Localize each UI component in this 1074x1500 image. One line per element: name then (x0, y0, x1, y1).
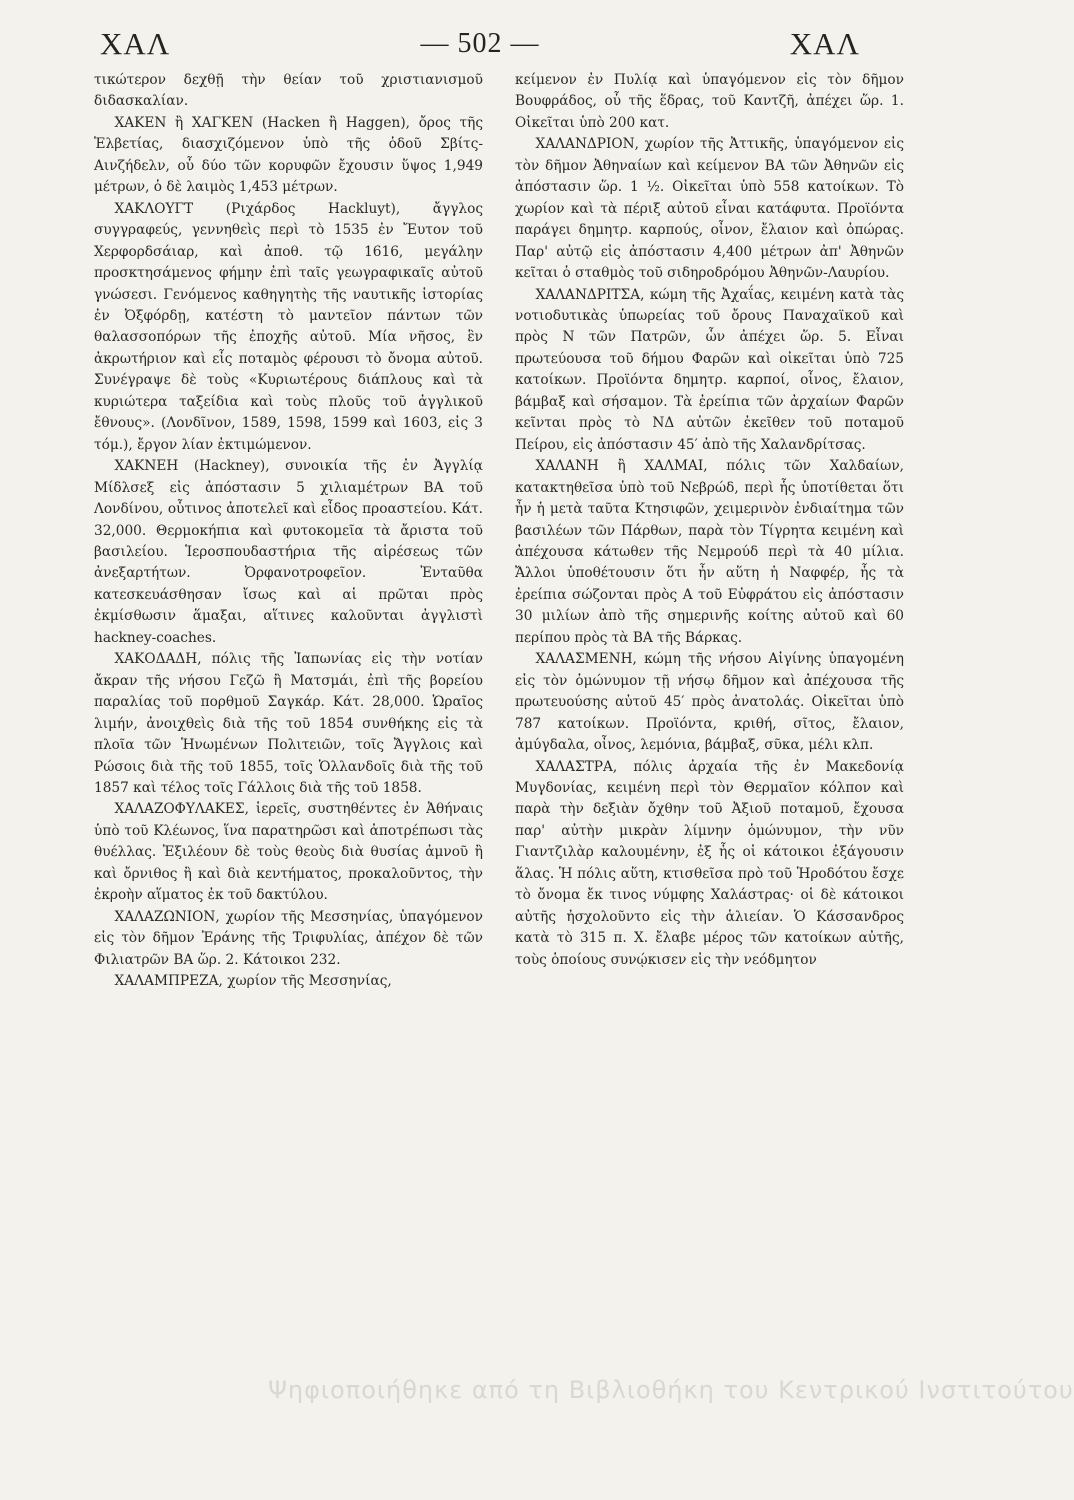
entry-xalandritsa: ΧΑΛΑΝΔΡΙΤΣΑ, κώμη τῆς Ἀχαΐας, κειμένη κατὰ τὰς νοτιοδυτικὰς ὑπωρείας τοῦ ὄρους Παναχαϊκοῦ καὶ πρὸς Ν τῶν Πατρῶν, ὧν ἀπέχει ὥρ. 5. Εἶναι πρωτεύουσα τοῦ δήμου Φαρῶν καὶ οἰκεῖται ὑπὸ 725 κατοίκων. Προϊόντα δημητρ. καρποί, οἶνος, ἔλαιον, βάμβαξ καὶ σήσαμον. Τὰ ἐρείπια τῶν ἀρχαίων Φαρῶν κεῖνται πρὸς τὸ ΝΔ αὐτῶν ἐκεῖθεν τοῦ ποταμοῦ Πείρου, εἰς ἀπόστασιν 45′ ἀπὸ τῆς Χαλανδρίτσας. (515, 286, 904, 453)
entry-xalampreza: ΧΑΛΑΜΠΡΕΖΑ, χωρίον τῆς Μεσσηνίας, (114, 973, 392, 990)
entry-continuation: τικώτερον δεχθῇ τὴν θείαν τοῦ χριστιανισμοῦ διδασκαλίαν. (94, 72, 483, 110)
header-left-keyword: ΧΑΛ (100, 26, 171, 61)
running-header (100, 22, 860, 66)
entry-xalasmenh: ΧΑΛΑΣΜΕΝΗ, κώμη τῆς νήσου Αἰγίνης ὑπαγομένη εἰς τὸν ὁμώνυμον τῇ νήσῳ δῆμον καὶ ἀπέχουσα τῆς πρωτευούσης αὐτοῦ 45′ πρὸς ἀνατολάς. Οἰκεῖται ὑπὸ 787 κατοίκων. Προϊόντα, κριθή, σῖτος, ἔλαιον, ἀμύγδαλα, οἶνος, λεμόνια, βάμβαξ, σῦκα, μέλι κλπ. (515, 651, 904, 754)
entry-xakneh: ΧΑΚΝΕΗ (Hackney), συνοικία τῆς ἐν Ἀγγλίᾳ Μίδλσεξ εἰς ἀπόστασιν 5 χιλιαμέτρων ΒΑ τοῦ Λονδίνου, οὗτινος ἀποτελεῖ καὶ εἶδος προαστείου. Κάτ. 32,000. Θερμοκήπια καὶ φυτοκομεῖα τὰ ἄριστα τοῦ βασιλείου. Ἱεροσπουδαστήρια τῆς αἱρέσεως τῶν ἀνεξαρτήτων. Ὀρφανοτροφεῖον. Ἐνταῦθα κατεσκευάσθησαν ἴσως καὶ αἱ πρῶται πρὸς ἐκμίσθωσιν ἅμαξαι, αἵτινες καλοῦνται ἀγγλιστὶ hackney-coaches. (94, 458, 483, 646)
entry-xalanh: ΧΑΛΑΝΗ ἢ ΧΑΛΜΑΙ, πόλις τῶν Χαλδαίων, κατακτηθεῖσα ὑπὸ τοῦ Νεβρώδ, περὶ ἧς ὑποτίθεται ὅτι ἦν ἡ μετὰ ταῦτα Κτησιφῶν, χειμερινὸν ἐνδιαίτημα τῶν βασιλέων τῶν Πάρθων, παρὰ τὸν Τίγρητα κειμένη καὶ ἀπέχουσα κάτωθεν τῆς Νεμρούδ περὶ τὰ 40 μίλια. Ἄλλοι ὑποθέτουσιν ὅτι ἦν αὕτη ἡ Ναφφέρ, ἧς τὰ ἐρείπια σώζονται πρὸς Α τοῦ Εὐφράτου εἰς ἀπόστασιν 30 μιλίων ἀπὸ τῆς σημερινῆς κοίτης αὐτοῦ καὶ 60 περίπου πρὸς τὰ ΒΑ τῆς Βάρκας. (515, 458, 904, 646)
entry-xalazofylakes: ΧΑΛΑΖΟΦΥΛΑΚΕΣ, ἱερεῖς, συστηθέντες ἐν Ἀθήναις ὑπὸ τοῦ Κλέωνος, ἵνα παρατηρῶσι καὶ ἀποτρέπωσι τὰς θυέλλας. Ἐξιλέουν δὲ τοὺς θεοὺς διὰ θυσίας ἀμνοῦ ἢ καὶ ὄρνιθος ἢ καὶ διὰ κεντήματος, προκαλοῦντος, τὴν ἐκροὴν αἵματος ἐκ τοῦ δακτύλου. (94, 801, 483, 904)
page-number: — 502 — (420, 28, 540, 59)
entry-xalazonion: ΧΑΛΑΖΩΝΙΟΝ, χωρίον τῆς Μεσσηνίας, ὑπαγόμενον εἰς τὸν δῆμον Ἐράνης τῆς Τριφυλίας, ἀπέχον δὲ τῶν Φιλιατρῶν ΒΑ ὥρ. 2. Κάτοικοι 232. (94, 908, 483, 968)
entry-xakodadh: ΧΑΚΟΔΑΔΗ, πόλις τῆς Ἰαπωνίας εἰς τὴν νοτίαν ἄκραν τῆς νήσου Γεζῶ ἢ Ματσμάι, ἐπὶ τῆς βορείου παραλίας τοῦ πορθμοῦ Σαγκάρ. Κάτ. 28,000. Ὡραῖος λιμήν, ἀνοιχθεὶς διὰ τῆς τοῦ 1854 συνθήκης εἰς τὰ πλοῖα τῶν Ἡνωμένων Πολιτειῶν, τοῖς Ἄγγλοις καὶ Ρώσοις διὰ τῆς τοῦ 1855, τοῖς Ὁλλανδοῖς διὰ τῆς τοῦ 1857 καὶ τέλος τοῖς Γάλλοις διὰ τῆς τοῦ 1858. (94, 651, 483, 796)
right-column (515, 70, 904, 1480)
header-right-keyword: ΧΑΛ (789, 26, 860, 61)
left-column (94, 70, 483, 1480)
entry-xaklouyt: ΧΑΚΛΟΥΓΤ (Ριχάρδος Hackluyt), ἄγγλος συγγραφεύς, γεννηθεὶς περὶ τὸ 1535 ἐν Ἔυτον τοῦ Χερφορδσάιαρ, καὶ ἀποθ. τῷ 1616, μεγάλην προσκτησάμενος φήμην ἐπὶ ταῖς γεωγραφικαῖς αὐτοῦ γνώσεσι. Γενόμενος καθηγητὴς τῆς ναυτικῆς ἱστορίας ἐν Ὀξφόρδῃ, κατέστη τὸ μαντεῖον πάντων τῶν θαλασσοπόρων τῆς ἐποχῆς αὐτοῦ. Μία νῆσος, ἓν ἀκρωτήριον καὶ εἷς ποταμὸς φέρουσι τὸ ὄνομα αὐτοῦ. Συνέγραψε δὲ τοὺς «Κυριωτέρους διάπλους καὶ τὰ κυριώτερα ταξείδια καὶ τοὺς πλοῦς τοῦ ἀγγλικοῦ ἔθνους». (Λονδῖνον, 1589, 1598, 1599 καὶ 1603, εἰς 3 τόμ.), ἔργον λίαν ἐκτιμώμενον. (94, 200, 483, 453)
entry-xalastra: ΧΑΛΑΣΤΡΑ, πόλις ἀρχαία τῆς ἐν Μακεδονίᾳ Μυγδονίας, κειμένη περὶ τὸν Θερμαῖον κόλπον καὶ παρὰ τὴν δεξιὰν ὄχθην τοῦ Ἀξιοῦ ποταμοῦ, ἔχουσα παρ' αὐτὴν μικρὰν λίμνην ὁμώνυμον, τὴν νῦν Γιαντζιλὰρ καλουμένην, ἐξ ἧς οἱ κάτοικοι ἐξάγουσιν ἅλας. Ἡ πόλις αὕτη, κτισθεῖσα πρὸ τοῦ Ἡροδότου ἔσχε τὸ ὄνομα ἔκ τινος νύμφης Χαλάστρας· οἱ δὲ κάτοικοι αὐτῆς ἠσχολοῦντο εἰς τὴν ἁλιείαν. Ὁ Κάσσανδρος κατὰ τὸ 315 π. Χ. ἔλαβε μέρος τῶν κατοίκων αὐτῆς, τοὺς ὁποίους συνῴκισεν εἰς τὴν νεόδμητον (515, 758, 904, 968)
digitization-watermark: Ψηφιοποιήθηκε από τη Βιβλιοθήκη του Κεντρικού Ινστιτούτου (268, 1376, 1074, 1404)
entry-xalampreza-continued: κείμενον ἐν Πυλίᾳ καὶ ὑπαγόμενον εἰς τὸν δῆμον Βουφράδος, οὗ τῆς ἕδρας, τοῦ Καντζῆ, ἀπέχει ὥρ. 1. Οἰκεῖται ὑπὸ 200 κατ. (515, 72, 904, 131)
entry-xaken: ΧΑΚΕΝ ἢ ΧΑΓΚΕΝ (Hacken ἢ Haggen), ὄρος τῆς Ἑλβετίας, διασχιζόμενον ὑπὸ τῆς ὁδοῦ Σβίτς-Αινζήδελν, οὗ δύο τῶν κορυφῶν ἔχουσιν ὕψος 1,949 μέτρων, ὁ δὲ λαιμὸς 1,453 μέτρων. (94, 114, 483, 196)
entry-xalandrion: ΧΑΛΑΝΔΡΙΟΝ, χωρίον τῆς Ἀττικῆς, ὑπαγόμενον εἰς τὸν δῆμον Ἀθηναίων καὶ κείμενον ΒΑ τῶν Ἀθηνῶν εἰς ἀπόστασιν ὥρ. 1 ½. Οἰκεῖται ὑπὸ 558 κατοίκων. Τὸ χωρίον καὶ τὰ πέριξ αὐτοῦ εἶναι κατάφυτα. Προϊόντα παράγει δημητρ. καρπούς, οἶνον, ἔλαιον καὶ ὀπώρας. Παρ' αὐτῷ εἰς ἀπόστασιν 4,400 μέτρων ἀπ' Ἀθηνῶν κεῖται ὁ σταθμὸς τοῦ σιδηροδρόμου Ἀθηνῶν-Λαυρίου. (515, 136, 904, 282)
